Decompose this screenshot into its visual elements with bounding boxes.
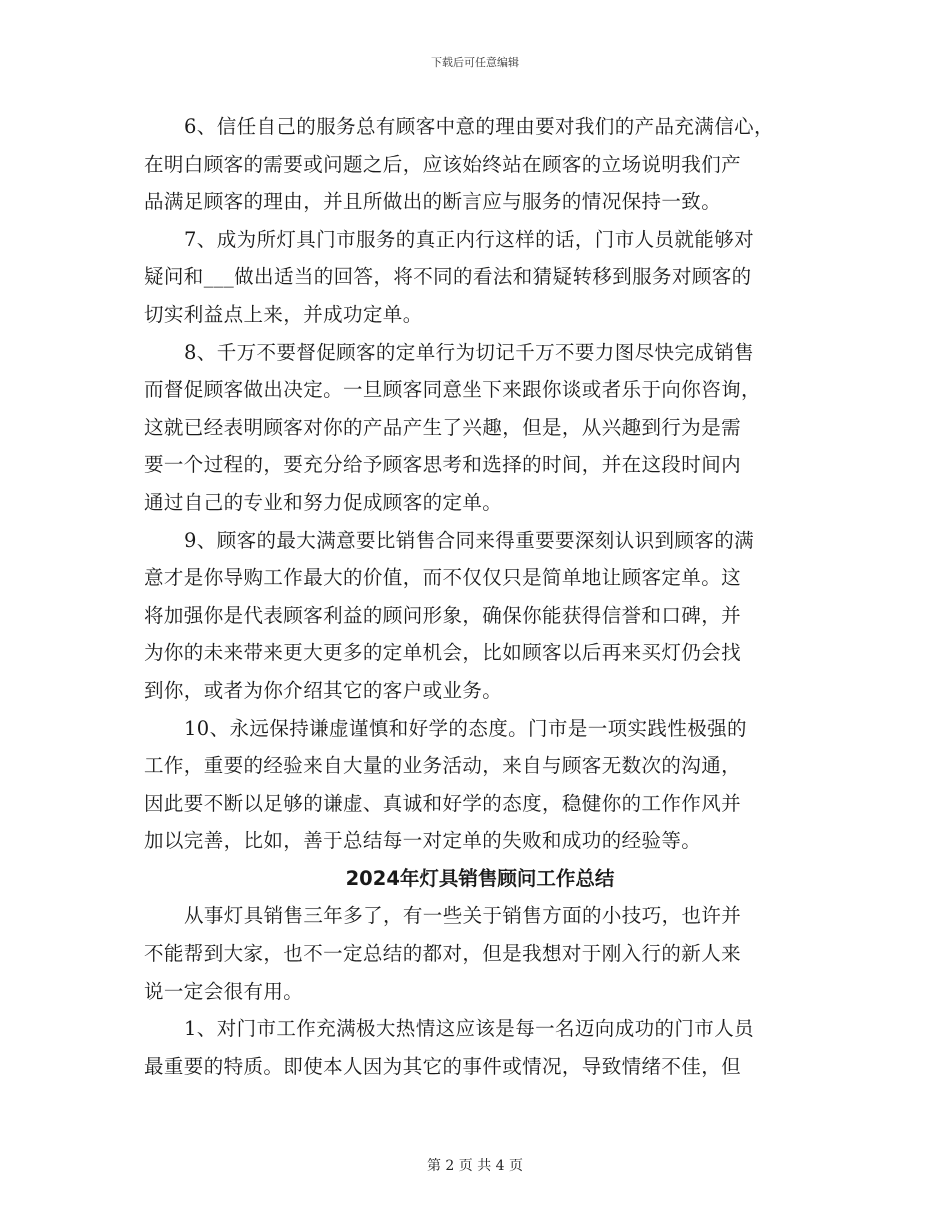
text-line: 加以完善，比如，善于总结每一对定单的失败和成功的经验等。	[144, 829, 702, 853]
text-line: 7、成为所灯具门市服务的真正内行这样的话，门市人员就能够对	[184, 227, 755, 251]
section-title: 2024年灯具销售顾问工作总结	[345, 866, 615, 890]
section-paragraph-1	[144, 1010, 816, 1085]
document-body	[144, 108, 816, 1085]
section-intro-paragraph	[144, 897, 816, 1010]
page-number-footer: 第 2 页 共 4 页	[426, 1158, 524, 1174]
text-line: 品满足顾客的理由，并且所做出的断言应与服务的情况保持一致。	[144, 190, 722, 214]
text-line: 要一个过程的，要充分给予顾客思考和选择的时间，并在这段时间内	[144, 453, 742, 477]
text-line: 6、信任自己的服务总有顾客中意的理由要对我们的产品充满信心，	[184, 115, 774, 138]
text-line: 说一定会很有用。	[144, 979, 304, 1003]
paragraph-7	[144, 221, 816, 334]
text-line: 工作，重要的经验来自大量的业务活动，来自与顾客无数次的沟通，	[144, 754, 742, 778]
text-line: 不能帮到大家，也不一定总结的都对，但是我想对于刚入行的新人来	[144, 942, 742, 966]
text-line: 1、对门市工作充满极大热情这应该是每一名迈向成功的门市人员	[184, 1017, 755, 1041]
text-line: 切实利益点上来，并成功定单。	[144, 302, 423, 326]
text-line: 9、顾客的最大满意要比销售合同来得重要要深刻认识到顾客的满	[184, 528, 755, 552]
paragraph-8	[144, 334, 816, 522]
text-line: 将加强你是代表顾客利益的顾问形象，确保你能获得信誉和口碑，并	[144, 603, 742, 627]
paragraph-9	[144, 522, 816, 710]
text-line: 8、千万不要督促顾客的定单行为切记千万不要力图尽快完成销售	[184, 340, 755, 364]
paragraph-10	[144, 710, 816, 860]
text-line: 疑问和___做出适当的回答，将不同的看法和猜疑转移到服务对顾客的	[144, 265, 752, 289]
text-line: 最重要的特质。即使本人因为其它的事件或情况，导致情绪不佳，但	[144, 1054, 742, 1078]
text-line: 这就已经表明顾客对你的产品产生了兴趣，但是，从兴趣到行为是需	[144, 415, 742, 439]
text-line: 10、永远保持谦虚谨慎和好学的态度。门市是一项实践性极强的	[184, 716, 747, 740]
text-line: 因此要不断以足够的谦虚、真诚和好学的态度，稳健你的工作作风并	[144, 791, 742, 815]
page-header: 下载后可任意编辑	[431, 56, 519, 69]
text-line: 意才是你导购工作最大的价值，而不仅仅只是简单地让顾客定单。这	[144, 566, 742, 590]
paragraph-6	[144, 108, 816, 221]
text-line: 在明白顾客的需要或问题之后，应该始终站在顾客的立场说明我们产	[144, 152, 742, 176]
text-line: 而督促顾客做出决定。一旦顾客同意坐下来跟你谈或者乐于向你咨询，	[144, 378, 761, 402]
text-line: 通过自己的专业和努力促成顾客的定单。	[144, 490, 503, 514]
text-line: 从事灯具销售三年多了，有一些关于销售方面的小技巧，也许并	[184, 904, 742, 928]
text-line: 为你的未来带来更大更多的定单机会，比如顾客以后再来买灯仍会找	[144, 641, 742, 665]
text-line: 到你，或者为你介绍其它的客户或业务。	[144, 678, 503, 702]
